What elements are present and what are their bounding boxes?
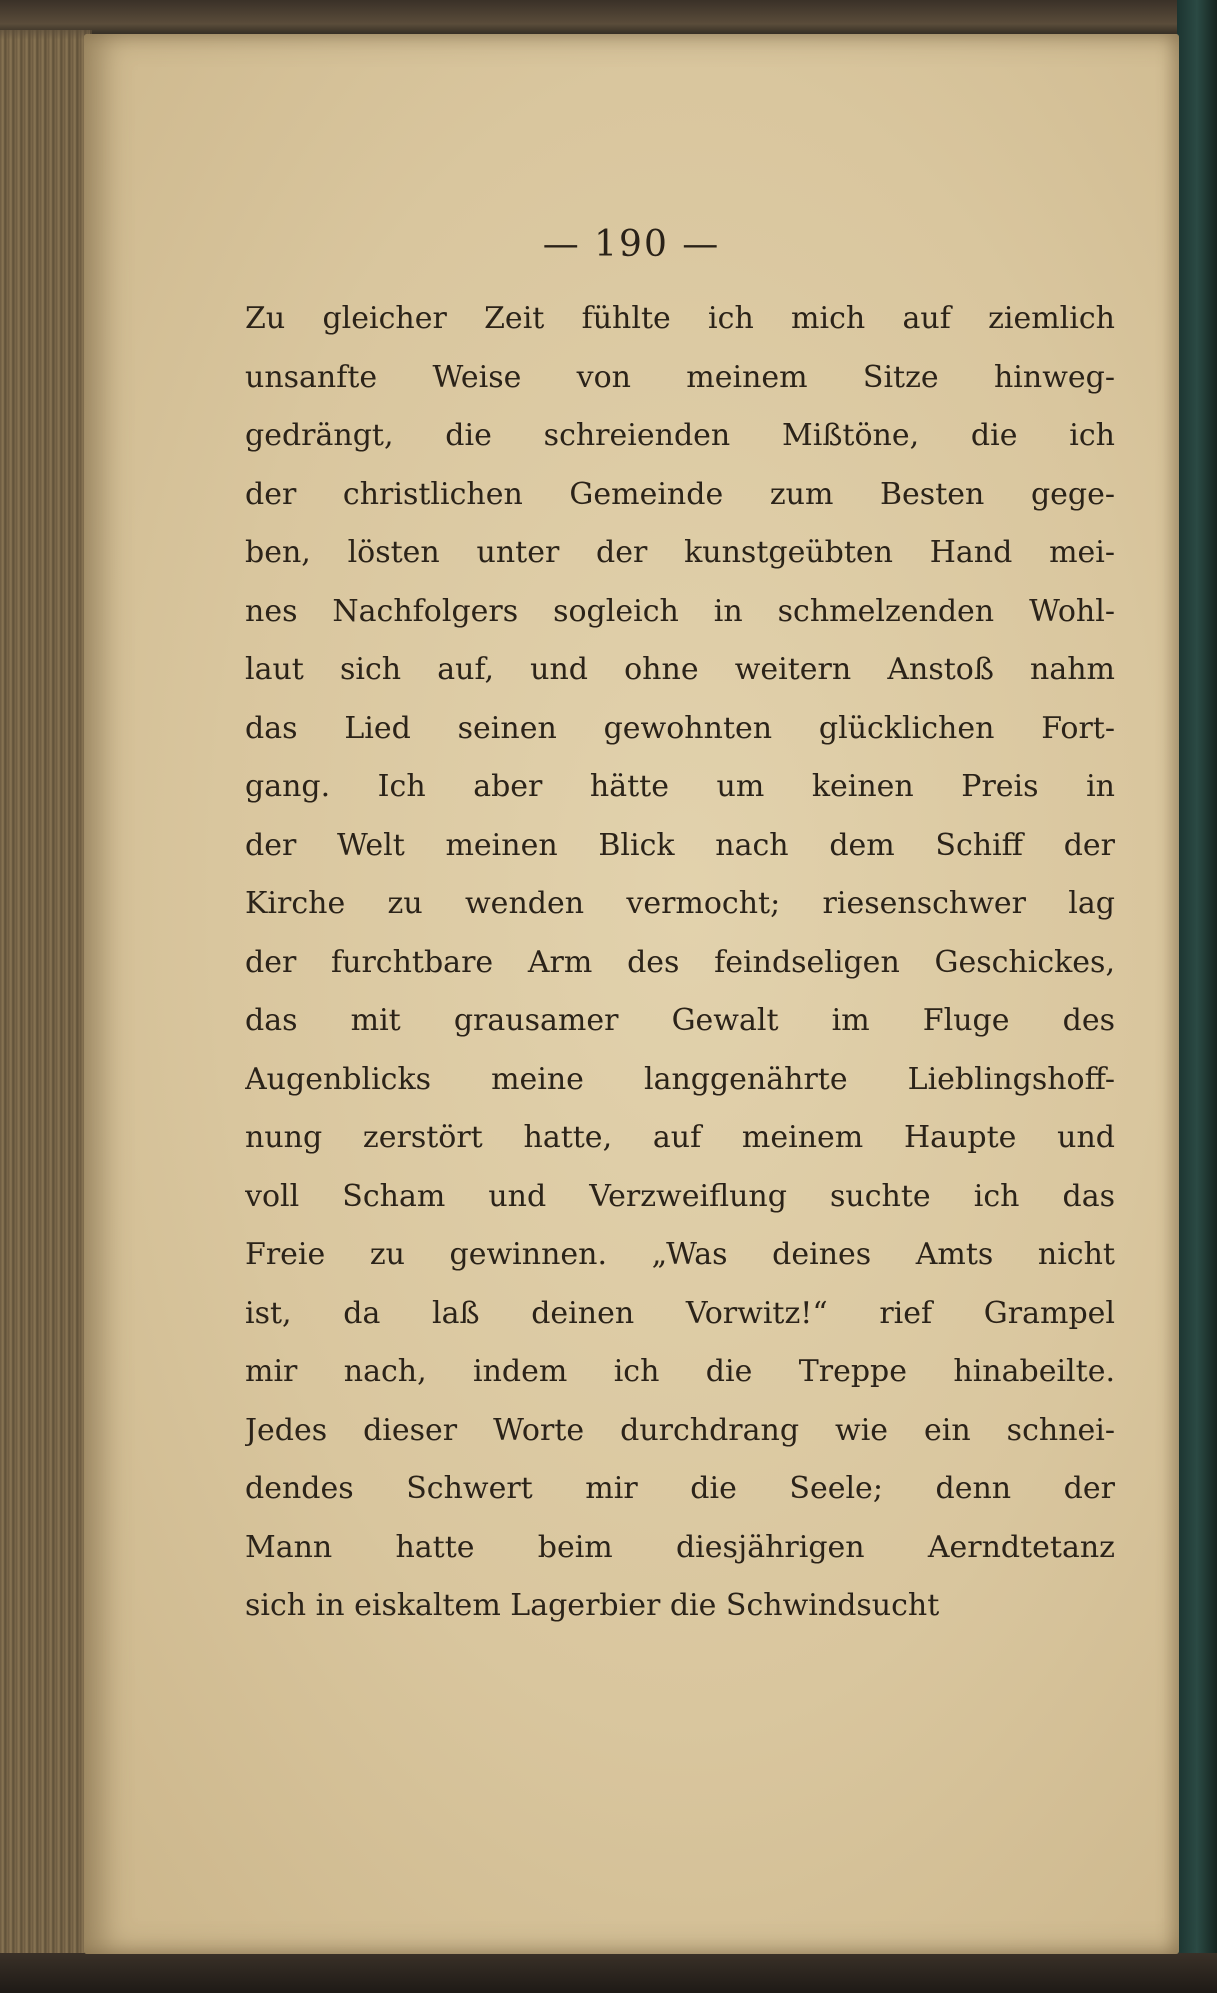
bottom-edge-shadow [0,1953,1217,1993]
text-line: dendes Schwert mir die Seele; denn der [245,1471,1115,1506]
text-line: laut sich auf, und ohne weitern Anstoß nahm [245,652,1115,687]
text-line: Freie zu gewinnen. „Was deines Amts nicht [245,1237,1115,1272]
text-line: das mit grausamer Gewalt im Fluge des [245,1003,1115,1038]
text-line: Kirche zu wenden vermocht; riesenschwer lag [245,886,1115,921]
text-line: der christlichen Gemeinde zum Besten gege- [245,476,1115,512]
text-line: Zu gleicher Zeit fühlte ich mich auf ziemlich [245,301,1115,336]
text-line: nung zerstört hatte, auf meinem Haupte und [245,1120,1115,1155]
text-line: mir nach, indem ich die Treppe hinabeilte. [245,1354,1115,1389]
text-line: unsanfte Weise von meinem Sitze hinweg- [245,359,1115,395]
book-fore-edge [0,30,92,1970]
text-line: Jedes dieser Worte durchdrang wie ein schnei- [245,1412,1115,1448]
text-line: Mann hatte beim diesjährigen Aerndtetanz [245,1529,1115,1565]
text-line: nes Nachfolgers sogleich in schmelzenden Wohl- [245,593,1115,629]
text-line: voll Scham und Verzweiflung suchte ich das [245,1178,1115,1214]
text-line: sich in eiskaltem Lagerbier die Schwindsucht [245,1588,940,1623]
page-number: — 190 — [542,224,721,265]
text-line: der Welt meinen Blick nach dem Schiff der [245,827,1115,863]
text-line: das Lied seinen gewohnten glücklichen Fort- [245,710,1115,746]
text-line: Augenblicks meine langgenährte Lieblingshoff- [245,1061,1115,1097]
text-line: ben, lösten unter der kunstgeübten Hand mei- [245,535,1115,570]
body-text [245,290,1115,1636]
text-line: gang. Ich aber hätte um keinen Preis in [245,769,1115,804]
text-line: gedrängt, die schreienden Mißtöne, die ich [245,418,1115,453]
text-line: ist, da laß deinen Vorwitz!“ rief Grampel [245,1295,1115,1331]
book-cover-edge [1177,0,1217,1993]
text-line: der furchtbare Arm des feindseligen Geschickes, [245,944,1115,980]
